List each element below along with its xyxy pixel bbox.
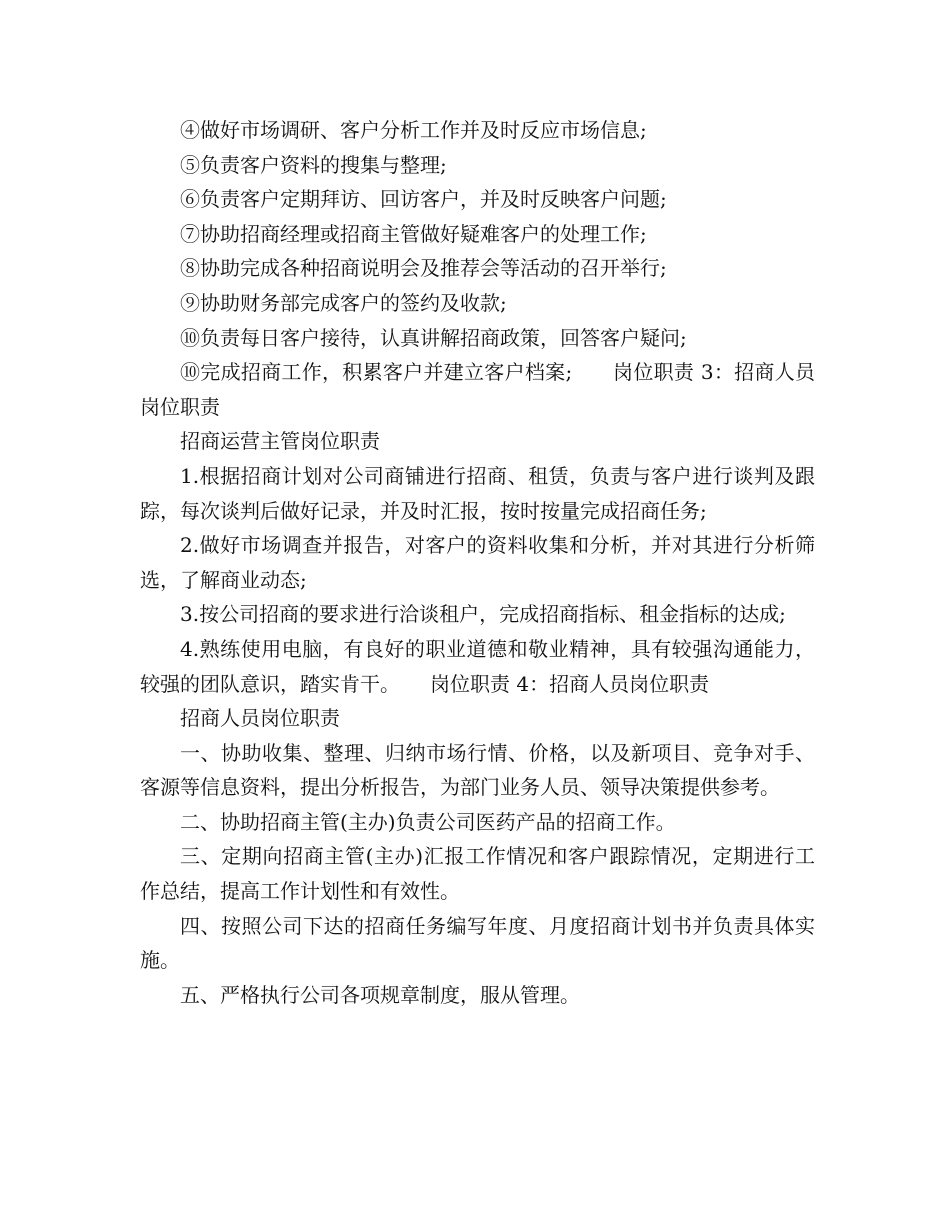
- section-heading: 招商人员岗位职责: [180, 706, 340, 731]
- section-heading: 招商运营主管岗位职责: [180, 429, 380, 454]
- paragraph: 一、协助收集、整理、归纳市场行情、价格，以及新项目、竞争对手、客源等信息资料，提出分析报告，为部门业务人员、领导决策提供参考。: [140, 740, 815, 800]
- paragraph: 五、严格执行公司各项规章制度，服从管理。: [180, 982, 580, 1007]
- paragraph: ⑥负责客户定期拜访、回访客户，并及时反映客户问题;: [180, 187, 667, 212]
- paragraph: ⑤负责客户资料的搜集与整理;: [180, 152, 447, 177]
- paragraph: 3.按公司招商的要求进行洽谈租户，完成招商指标、租金指标的达成;: [180, 602, 786, 627]
- paragraph: 二、协助招商主管(主办)负责公司医药产品的招商工作。: [180, 809, 676, 834]
- paragraph: 4.熟练使用电脑，有良好的职业道德和敬业精神，具有较强沟通能力，较强的团队意识，踏实肯干。 岗位职责 4：招商人员岗位职责: [140, 636, 815, 696]
- paragraph: ⑦协助招商经理或招商主管做好疑难客户的处理工作;: [180, 221, 647, 246]
- paragraph: ⑩负责每日客户接待，认真讲解招商政策，回答客户疑问;: [180, 325, 687, 350]
- document-body: [140, 113, 815, 1012]
- paragraph: 三、定期向招商主管(主办)汇报工作情况和客户跟踪情况，定期进行工作总结，提高工作计划性和有效性。: [140, 844, 815, 904]
- paragraph: ⑨协助财务部完成客户的签约及收款;: [180, 290, 507, 315]
- paragraph: 2.做好市场调查并报告，对客户的资料收集和分析，并对其进行分析筛选，了解商业动态;: [140, 533, 815, 592]
- paragraph: 1.根据招商计划对公司商铺进行招商、租赁，负责与客户进行谈判及跟踪，每次谈判后做好记录，并及时汇报，按时按量完成招商任务;: [140, 463, 815, 523]
- paragraph: ⑧协助完成各种招商说明会及推荐会等活动的召开举行;: [180, 256, 667, 281]
- paragraph: ⑩完成招商工作，积累客户并建立客户档案; 岗位职责 3：招商人员岗位职责: [140, 360, 815, 419]
- paragraph: 四、按照公司下达的招商任务编写年度、月度招商计划书并负责具体实施。: [140, 913, 815, 973]
- paragraph: ④做好市场调研、客户分析工作并及时反应市场信息;: [180, 118, 647, 142]
